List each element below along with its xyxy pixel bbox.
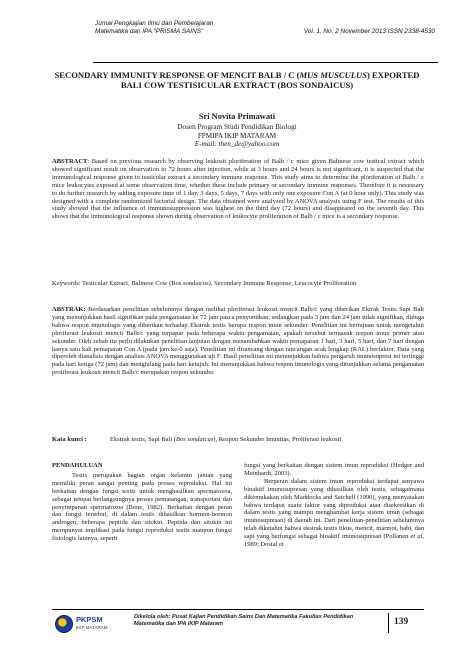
body-column-right <box>244 462 424 549</box>
keywords-id <box>52 436 424 444</box>
title-rest: ) EXPORTED BALI COW TESTISICULAR EXTRACT (BOS SONDAICUS) <box>120 70 420 91</box>
author-dept: Dosen Program Studi Pendidikan Biologi <box>177 123 297 131</box>
header-rule <box>93 62 438 63</box>
logo-text <box>76 616 108 632</box>
body-column-left <box>52 462 232 543</box>
intro-p2-b: , 1989; Dostal et <box>244 533 424 549</box>
abstract-label: ABSTRACT <box>52 158 88 165</box>
katakunci-text <box>110 436 341 444</box>
intro-p2-a: Berperan dalam sistem imun reproduksi terdapat senyawa bioaktif imunosupresan yang dihasilkan oleh testis, sebagaimana dikemukakan oleh Maddocks and Setchell (1990), yang menyatakan bahwa terdapat suatu faktor yang diproduksi atau disekresikan di dalam testis yang mampu menghambat kerja sistem imun (sebagai imunosupresan) di daerah ini. Dari penelitian-penelitian sebelumnya telah diketahui bahwa ekstrak testis tikus, mencit, marmot, babi, dan sapi yang berfungsi sebagai bioaktif imunosupresan (Pollanen <box>244 477 424 541</box>
paper-title <box>52 70 422 91</box>
keywords-en <box>52 280 424 288</box>
footer-text: Dikelola oleh: Pusat Kajian Pendidikan Sains Dan Matematika Fakultas Pendidikan Matematika dan IPA IKIP Mataram <box>134 614 354 627</box>
intro-paragraph-2 <box>244 478 424 549</box>
abstract-text: : Based on previous research by observing leukosit ploriferation of Balb / c mice given Balinese cow testical extract which showed significant result on observation to 72 hours after injection, while at 3 hours and 24 hours is not significant, it is suspected that the immunological response given to testicular extract a secondary immune response. This study aims to determine the ploriferation of Balb / c mice leukocytes exposed at some observation time, whether these include primary or secondary immune responses. Therefore it is necessary to do further research by adding exposure time of 1 day, 3 days, 5 days, 7 days with only one exposure Con A (at 0 hour only). This study was designed with a complete randomized factorial design. The data obtained were analyzed by ANOVA analysis using F test. The results of this study showed that the influence of immunosuppression was highest on the third day (72 hours) and disappeared on the seventh day. This shows that the immunological response shown during observation of leukocyte proliferation of Balb / c mice is a secondary response. <box>52 158 424 221</box>
abstrak-label: ABSTRAK: <box>52 306 86 313</box>
intro-paragraph-1-cont: fungsi yang berkaitan dengan sistem imun reproduksi (Hedger and Meinhardt, 2003). <box>244 462 424 477</box>
page-number: 139 <box>394 617 409 627</box>
katakunci-italic: Bos sondaicus <box>175 436 214 443</box>
title-main: SECONDARY IMMUNITY RESPONSE OF MENCIT BALB / C ( <box>54 70 300 80</box>
author-email[interactable]: E-mail: then_de@yahoo.com <box>194 140 280 149</box>
section-heading: PENDAHULUAN <box>52 462 103 469</box>
logo-sub: IKIP MATARAM <box>76 625 108 630</box>
title-species: MUS MUSCULUS <box>299 70 368 80</box>
journal-info-row <box>95 28 435 36</box>
abstrak-text: Berdasarkan penelitian sebelumnya dengan melihat ploriferasi leukosit mencit Balb/c yang diberikan Ektrak Testis Sapi Bali yang menunjukkan hasil signifikan pada pengamatan ke 72 jam pasca penyuntikan, sedangkan pada 3 jam dan 24 jam tidak signifikan, diduga bahwa respon imunologis yang diberikan terhadap Ekstrak testis berupa respon imun sekunder. Penelitian ini bertujuan untuk mengetahui ploriferasi leukosit mencit Balb/c yang terpapar pada beberapa waktu pengamatan, apakah tersebut termasuk respon imun primer atau sekunder. Oleh sebab itu perlu dilakukan penelitian lanjutan dengan menambahkan waktu pemaparan 1 hari, 3 hari, 5 hari, dan 7 hari dengan hanya satu kali pemaparan Con A (pada jam ke-0 saja). Penelitian ini dirancang dengan rancangan acak lengkap (RAL) berfaktor. Data yang diperoleh dianalisis dengan analisis ANOVA menggunakan uji F. Hasil penelitian ini menunjukkan bahwa pengaruh imunosupresi ini tertinggi pada hari ketiga (72 jam) dan menghilang pada hari ketujuh. Ini menunjukkan bahwa respon imunologis yang ditunjukkan selama pengamatan proliferasi leukosit mencit Balb/c merupakan respon sekunder. <box>52 306 424 377</box>
footer-logo <box>55 613 131 635</box>
katakunci-text-b: ), Respon Sekunder Imunitas, Proliferasi leukosit <box>213 436 342 443</box>
logo-name: PKPSM <box>76 615 103 624</box>
keywords-label: Keywords <box>52 280 79 287</box>
pkpsm-emblem-icon <box>55 615 73 633</box>
katakunci-label: Kata kunci : <box>52 436 87 443</box>
author-affiliation <box>52 123 422 149</box>
journal-name-cont: Matematika dan IPA “PRISMA SAINS” <box>95 28 204 36</box>
intro-p2-italic: et al <box>410 533 423 541</box>
journal-name: Jurnal Pengkajian Ilmu dan Pembelajaran <box>95 20 214 27</box>
author-faculty: FPMIPA IKIP MATARAM <box>197 131 277 140</box>
keywords-text: : Testicular Extract, Balinese Cow (Bos sondaicus), Secondary Immune Response, Leucocyte Proliferation <box>78 280 357 287</box>
abstract-id <box>52 306 424 377</box>
volume-info: Vol. 1. No. 2 November 2013 ISSN 2338-4530 <box>303 28 435 36</box>
intro-paragraph-1: Testis merupakan bagian organ kelamin jantan yang memiliki peran sangat penting pada proses reproduksi. Hal ini berkaitan dengan fungsi testis untuk menghasilkan spermatozoa, sebagai tempat berlangsungnya proses pematangan, transportasi dan penyimpanan spermatozoa (Bone, 1982). Berkaitan dengan peran dan fungsi tersebut, di dalam testis dihasilkan hormon-hormon androgen, beberapa peptida dan sitokin. Peptida dan sitokin ini mempunyai implikasi pada fungsi reproduksi testis maupun fungsi fisiologis lainnya, seperti <box>52 471 232 543</box>
footer-rule <box>52 609 424 610</box>
katakunci-text-a: Ekstrak testis, Sapi Bali ( <box>110 436 176 443</box>
author-name: Sri Novita Primawati <box>198 112 276 121</box>
journal-header <box>95 20 435 37</box>
page-number-divider <box>388 613 389 633</box>
abstract-en <box>52 158 424 221</box>
